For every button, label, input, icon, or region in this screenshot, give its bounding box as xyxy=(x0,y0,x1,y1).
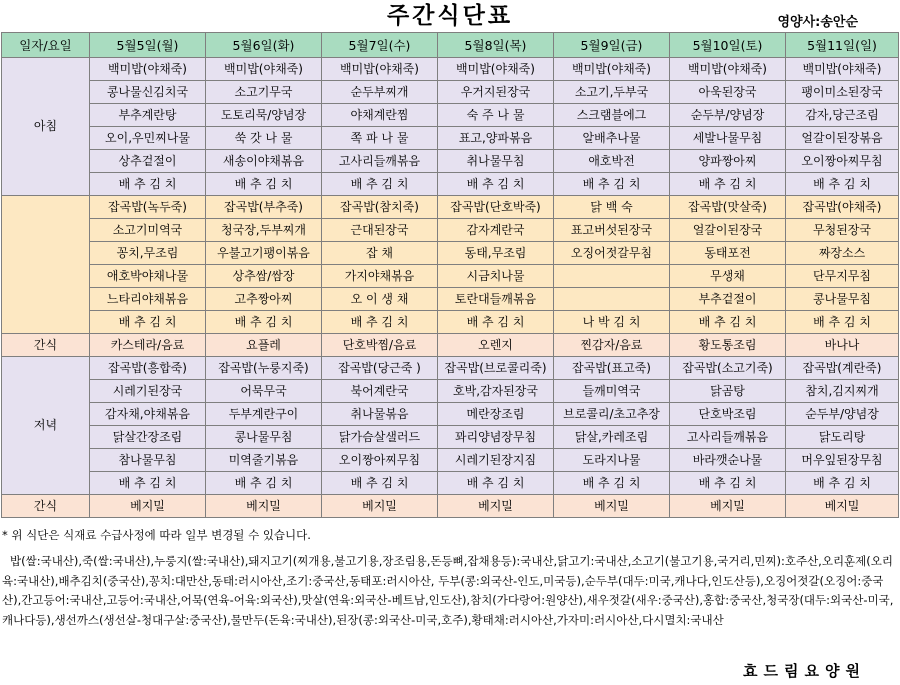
column-header: 5월5일(월) xyxy=(90,33,206,58)
menu-cell: 부추겉절이 xyxy=(670,288,786,311)
menu-cell: 우거지된장국 xyxy=(438,81,554,104)
facility-name: 효드림요양원 xyxy=(743,662,866,680)
column-header: 5월10일(토) xyxy=(670,33,786,58)
breakfast-row xyxy=(2,173,899,196)
dinner-row xyxy=(2,472,899,495)
menu-cell: 도라지나물 xyxy=(554,449,670,472)
menu-cell: 배 추 김 치 xyxy=(322,472,438,495)
menu-cell: 가지야채볶음 xyxy=(322,265,438,288)
breakfast-row xyxy=(2,127,899,150)
menu-cell: 부추계란탕 xyxy=(90,104,206,127)
menu-cell: 베지밀 xyxy=(786,495,899,518)
breakfast-label: 아침 xyxy=(2,58,90,196)
menu-cell: 우불고기팽이볶음 xyxy=(206,242,322,265)
dinner-label: 저녁 xyxy=(2,357,90,495)
menu-cell: 오 이 생 채 xyxy=(322,288,438,311)
menu-cell: 어묵무국 xyxy=(206,380,322,403)
menu-cell: 표고버섯된장국 xyxy=(554,219,670,242)
menu-cell: 닭도리탕 xyxy=(786,426,899,449)
menu-cell: 느타리야채볶음 xyxy=(90,288,206,311)
menu-cell: 잡곡밥(단호박죽) xyxy=(438,196,554,219)
menu-cell: 메란장조림 xyxy=(438,403,554,426)
menu-cell: 얼갈이된장볶음 xyxy=(786,127,899,150)
menu-cell: 닭 백 숙 xyxy=(554,196,670,219)
menu-cell xyxy=(554,265,670,288)
menu-cell: 참치,김지찌개 xyxy=(786,380,899,403)
menu-cell: 배 추 김 치 xyxy=(206,311,322,334)
menu-cell: 오이짱아찌무침 xyxy=(322,449,438,472)
menu-cell: 베지밀 xyxy=(670,495,786,518)
menu-cell: 요플레 xyxy=(206,334,322,357)
menu-cell: 팽이미소된장국 xyxy=(786,81,899,104)
menu-cell: 콩나물신김치국 xyxy=(90,81,206,104)
dinner-row xyxy=(2,380,899,403)
menu-cell: 근대된장국 xyxy=(322,219,438,242)
menu-cell: 베지밀 xyxy=(206,495,322,518)
menu-cell: 순두부/양념장 xyxy=(786,403,899,426)
weekly-menu-table xyxy=(1,32,899,518)
menu-cell: 도토리묵/양념장 xyxy=(206,104,322,127)
menu-cell: 무청된장국 xyxy=(786,219,899,242)
menu-cell: 백미밥(야채죽) xyxy=(438,58,554,81)
menu-cell: 백미밥(야채죽) xyxy=(670,58,786,81)
menu-cell: 베지밀 xyxy=(438,495,554,518)
menu-cell: 베지밀 xyxy=(554,495,670,518)
title-bar xyxy=(0,0,900,32)
menu-cell: 북어계란국 xyxy=(322,380,438,403)
menu-cell: 백미밥(야채죽) xyxy=(322,58,438,81)
menu-cell: 잡곡밥(누룽지죽) xyxy=(206,357,322,380)
breakfast-row xyxy=(2,150,899,173)
menu-cell: 소고기미역국 xyxy=(90,219,206,242)
lunch-row xyxy=(2,311,899,334)
menu-cell: 배 추 김 치 xyxy=(786,173,899,196)
menu-cell: 닭살,카레조림 xyxy=(554,426,670,449)
menu-cell: 시금치나물 xyxy=(438,265,554,288)
menu-cell: 알배추나물 xyxy=(554,127,670,150)
menu-cell: 오징어젓갈무침 xyxy=(554,242,670,265)
menu-cell: 잡곡밥(소고기죽) xyxy=(670,357,786,380)
menu-cell: 배 추 김 치 xyxy=(90,472,206,495)
menu-cell: 배 추 김 치 xyxy=(322,173,438,196)
menu-cell: 스크램블에그 xyxy=(554,104,670,127)
menu-cell: 참나물무침 xyxy=(90,449,206,472)
menu-cell: 무생채 xyxy=(670,265,786,288)
menu-cell: 배 추 김 치 xyxy=(786,311,899,334)
menu-cell: 배 추 김 치 xyxy=(670,472,786,495)
menu-cell: 브로콜리/초고추장 xyxy=(554,403,670,426)
menu-cell: 배 추 김 치 xyxy=(438,173,554,196)
menu-cell: 잡곡밥(계란죽) xyxy=(786,357,899,380)
menu-cell: 단무지무침 xyxy=(786,265,899,288)
menu-cell: 미역줄기볶음 xyxy=(206,449,322,472)
menu-cell: 순두부찌개 xyxy=(322,81,438,104)
breakfast-row xyxy=(2,81,899,104)
menu-cell: 청국장,두부찌개 xyxy=(206,219,322,242)
origin-info: 밥(쌀:국내산),죽(쌀:국내산),누룽지(쌀:국내산),돼지고기(찌개용,불고기용,장조림용,돈등뼈,잡채용등):국내산,닭고기:국내산,소고기(불고기용,국거리,민찌):호주산,오리훈제(오리육:국내산),배추김치(중국산),꽁치:대만산,동태:러시아산,조기:중국산,동태포:러시아산, 두부(콩:외국산-인도,미국등),순두부(대두:미국,캐나다,인도산등),오징어젓갈(오징어:중국산),간고등어:국내산,고등어:국내산,어묵(연육-어육:외국산),맛살(연육:외국산-베트남,인도산),참치(가다랑어:원양산),새우젓갈(새우:중국산),홍합:중국산,청국장(대두:외국산-미국,캐나다등),생선까스(생선살-청대구살:중국산),물만두(돈육:국내산),된장(콩:외국산-미국,호주),황태채:러시아산,가자미:러시아산,다시멸치:국내산 xyxy=(2,554,894,627)
menu-cell: 배 추 김 치 xyxy=(206,472,322,495)
menu-cell: 감자,당근조림 xyxy=(786,104,899,127)
menu-cell: 잡곡밥(부추죽) xyxy=(206,196,322,219)
menu-cell: 쑥 갓 나 물 xyxy=(206,127,322,150)
menu-cell: 두부계란구이 xyxy=(206,403,322,426)
menu-cell: 단호박조림 xyxy=(670,403,786,426)
menu-cell: 감자계란국 xyxy=(438,219,554,242)
snack2-label: 간식 xyxy=(2,495,90,518)
menu-cell: 꽁치,무조림 xyxy=(90,242,206,265)
menu-cell: 짜장소스 xyxy=(786,242,899,265)
lunch-row xyxy=(2,288,899,311)
menu-cell: 상추겉절이 xyxy=(90,150,206,173)
notice-text: * 위 식단은 식재료 수급사정에 따라 일부 변경될 수 있습니다. xyxy=(2,528,311,542)
menu-cell: 베지밀 xyxy=(90,495,206,518)
menu-cell: 배 추 김 치 xyxy=(322,311,438,334)
menu-cell: 찐감자/음료 xyxy=(554,334,670,357)
menu-cell: 잡곡밥(참치죽) xyxy=(322,196,438,219)
breakfast-row xyxy=(2,58,899,81)
dinner-row xyxy=(2,357,899,380)
menu-cell: 배 추 김 치 xyxy=(206,173,322,196)
column-header: 5월6일(화) xyxy=(206,33,322,58)
menu-cell: 쪽 파 나 물 xyxy=(322,127,438,150)
menu-cell: 얼갈이된장국 xyxy=(670,219,786,242)
menu-cell: 취나물무침 xyxy=(438,150,554,173)
menu-cell: 백미밥(야채죽) xyxy=(90,58,206,81)
menu-cell: 배 추 김 치 xyxy=(554,173,670,196)
dinner-row xyxy=(2,449,899,472)
menu-cell: 바라깻순나물 xyxy=(670,449,786,472)
lunch-row xyxy=(2,196,899,219)
menu-cell: 콩나물무침 xyxy=(206,426,322,449)
menu-cell: 잡곡밥(녹두죽) xyxy=(90,196,206,219)
menu-cell: 오이짱아찌무침 xyxy=(786,150,899,173)
menu-cell: 상추쌈/쌈장 xyxy=(206,265,322,288)
column-header: 5월11일(일) xyxy=(786,33,899,58)
menu-cell: 표고,양파볶음 xyxy=(438,127,554,150)
menu-cell: 잡곡밥(브로콜리죽) xyxy=(438,357,554,380)
menu-cell: 토란대들깨볶음 xyxy=(438,288,554,311)
menu-cell: 동태포전 xyxy=(670,242,786,265)
menu-cell: 배 추 김 치 xyxy=(670,311,786,334)
nutritionist-label: 영양사:송안순 xyxy=(777,15,858,30)
menu-cell: 취나물볶음 xyxy=(322,403,438,426)
column-header: 5월9일(금) xyxy=(554,33,670,58)
lunch-row xyxy=(2,219,899,242)
menu-cell: 양파짱아찌 xyxy=(670,150,786,173)
menu-cell: 순두부/양념장 xyxy=(670,104,786,127)
lunch-label xyxy=(2,196,90,334)
column-header: 5월8일(목) xyxy=(438,33,554,58)
menu-cell: 고사리들깨볶음 xyxy=(322,150,438,173)
menu-cell: 오렌지 xyxy=(438,334,554,357)
menu-cell: 소고기무국 xyxy=(206,81,322,104)
menu-cell: 황도통조림 xyxy=(670,334,786,357)
menu-cell: 동태,무조림 xyxy=(438,242,554,265)
menu-cell: 배 추 김 치 xyxy=(438,472,554,495)
menu-cell: 콩나물무침 xyxy=(786,288,899,311)
dinner-row xyxy=(2,403,899,426)
menu-cell xyxy=(554,288,670,311)
menu-cell: 호박,감자된장국 xyxy=(438,380,554,403)
menu-cell: 배 추 김 치 xyxy=(438,311,554,334)
menu-cell: 새송이야채볶음 xyxy=(206,150,322,173)
menu-cell: 숙 주 나 물 xyxy=(438,104,554,127)
menu-cell: 시레기된장지짐 xyxy=(438,449,554,472)
menu-cell: 꽈리양념장무침 xyxy=(438,426,554,449)
lunch-row xyxy=(2,265,899,288)
menu-cell: 머우잎된장무침 xyxy=(786,449,899,472)
menu-cell: 고추짱아찌 xyxy=(206,288,322,311)
menu-cell: 야채계란찜 xyxy=(322,104,438,127)
lunch-row xyxy=(2,242,899,265)
menu-cell: 잡곡밥(흥합죽) xyxy=(90,357,206,380)
column-header: 5월7일(수) xyxy=(322,33,438,58)
menu-cell: 감자채,야채볶음 xyxy=(90,403,206,426)
menu-cell: 백미밥(야채죽) xyxy=(554,58,670,81)
menu-cell: 잡 채 xyxy=(322,242,438,265)
snack1-label: 간식 xyxy=(2,334,90,357)
menu-cell: 들깨미역국 xyxy=(554,380,670,403)
column-header: 일자/요일 xyxy=(2,33,90,58)
menu-cell: 애호박전 xyxy=(554,150,670,173)
menu-cell: 배 추 김 치 xyxy=(670,173,786,196)
menu-cell: 백미밥(야채죽) xyxy=(206,58,322,81)
menu-cell: 시레기된장국 xyxy=(90,380,206,403)
menu-cell: 고사리들깨볶음 xyxy=(670,426,786,449)
menu-cell: 소고기,두부국 xyxy=(554,81,670,104)
menu-cell: 잡곡밥(맛살죽) xyxy=(670,196,786,219)
menu-cell: 베지밀 xyxy=(322,495,438,518)
menu-cell: 배 추 김 치 xyxy=(90,311,206,334)
menu-cell: 애호박야채나물 xyxy=(90,265,206,288)
header-row xyxy=(2,33,899,58)
menu-cell: 잡곡밥(표고죽) xyxy=(554,357,670,380)
menu-cell: 단호박찜/음료 xyxy=(322,334,438,357)
dinner-row xyxy=(2,426,899,449)
snack1-row xyxy=(2,334,899,357)
menu-cell: 잡곡밥(야채죽) xyxy=(786,196,899,219)
menu-cell: 세발나물무침 xyxy=(670,127,786,150)
page-title: 주간식단표 xyxy=(386,3,514,29)
menu-cell: 배 추 김 치 xyxy=(554,472,670,495)
menu-cell: 닭살간장조림 xyxy=(90,426,206,449)
menu-cell: 배 추 김 치 xyxy=(786,472,899,495)
menu-cell: 배 추 김 치 xyxy=(90,173,206,196)
menu-cell: 카스테라/음료 xyxy=(90,334,206,357)
menu-cell: 나 박 김 치 xyxy=(554,311,670,334)
menu-cell: 백미밥(야채죽) xyxy=(786,58,899,81)
menu-cell: 바나나 xyxy=(786,334,899,357)
snack2-row xyxy=(2,495,899,518)
menu-cell: 아욱된장국 xyxy=(670,81,786,104)
menu-cell: 오이,우민찌나물 xyxy=(90,127,206,150)
breakfast-row xyxy=(2,104,899,127)
menu-cell: 닭곰탕 xyxy=(670,380,786,403)
menu-cell: 잡곡밥(당근죽 ) xyxy=(322,357,438,380)
menu-cell: 닭가슴살샐러드 xyxy=(322,426,438,449)
